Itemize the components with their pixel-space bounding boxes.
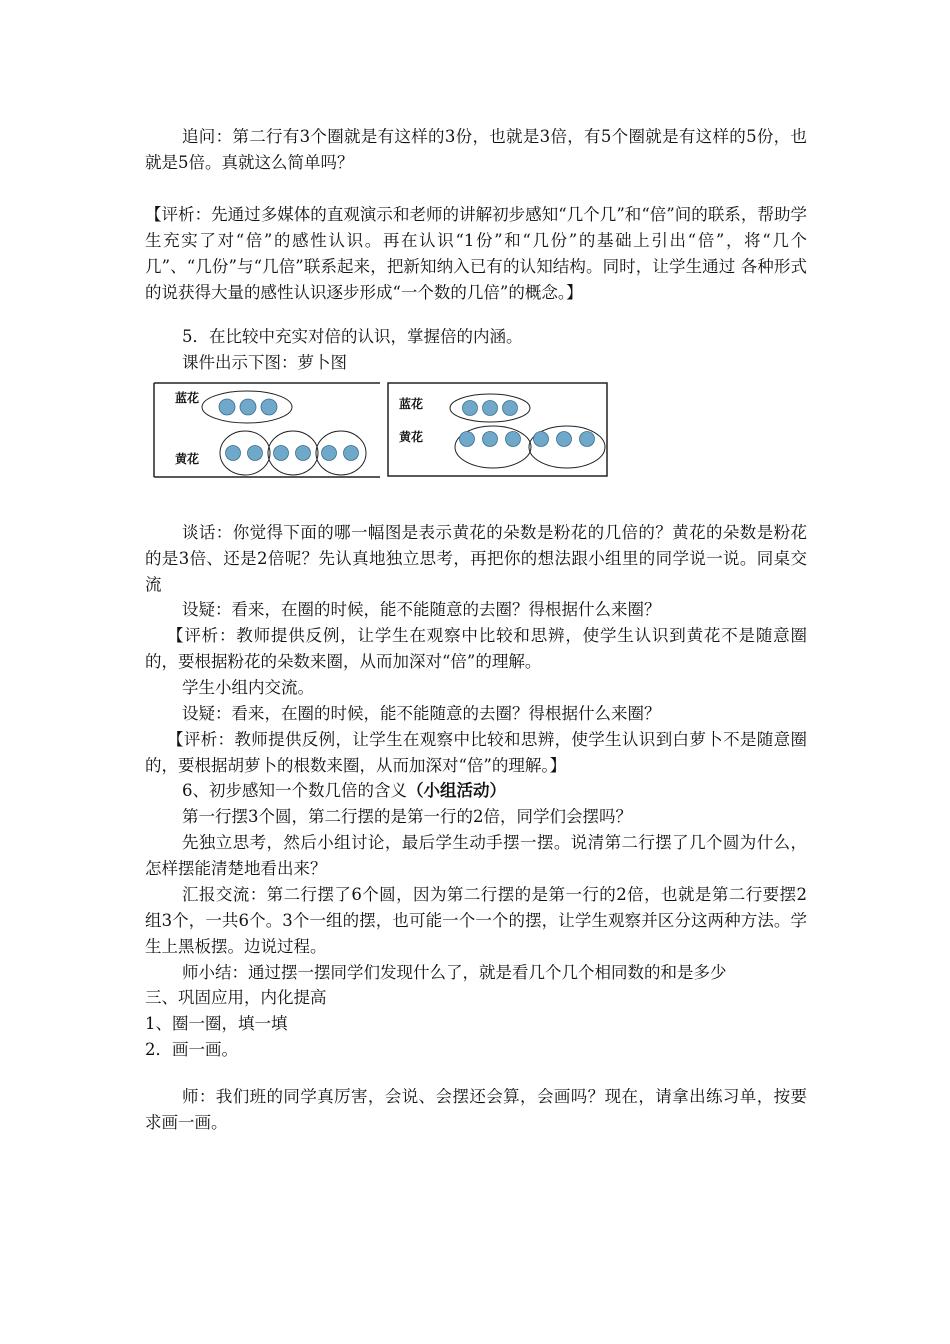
label-yellow-flower: 黄花 [175, 452, 200, 466]
label-blue-flower: 蓝花 [175, 391, 200, 405]
section-6-title: 6、初步感知一个数几倍的含义 [182, 781, 407, 800]
blue-flower-row [463, 401, 518, 416]
paragraph-discussion: 谈话：你觉得下面的哪一幅图是表示黄花的朵数是粉花的几倍的？黄花的朵数是粉花的是3倍、还是2倍呢？先认真地独立思考，再把你的想法跟小组里的同学说一说。同桌交流 [145, 523, 807, 594]
blue-flower-row [219, 399, 277, 415]
paragraph-section-5: 5．在比较中充实对倍的认识，掌握倍的内涵。 [182, 327, 523, 346]
paragraph-question-1: 设疑：看来，在圈的时候，能不能随意的去圈？得根据什么来圈？ [182, 600, 661, 619]
paragraph-task: 第一行摆3个圆，第二行摆的是第一行的2倍，同学们会摆吗？ [182, 807, 632, 826]
heading-section-3: 三、巩固应用，内化提高 [145, 988, 327, 1007]
paragraph-teacher: 师：我们班的同学真厉害，会说、会摆还会算，会画吗？现在，请拿出练习单，按要求画一画。 [145, 1087, 807, 1132]
paragraph-think: 先独立思考，然后小组讨论，最后学生动手摆一摆。说清第二行摆了几个圆为什么，怎样摆能清楚地看出来？ [145, 833, 807, 878]
paragraph-commentary-1: 【评析：先通过多媒体的直观演示和老师的讲解初步感知“几个几”和“倍”间的联系，帮助学生充实了对“倍”的感性认识。再在认识“1份”和“几份”的基础上引出“倍”，将“几个几”、“几份”与“几倍”联系起来，把新知纳入已有的认知结构。同时，让学生通过 各种形式的说获得大量的感性认识逐步形成“一个数的几倍”的概念。】 [145, 205, 807, 302]
flower-figure-left [153, 381, 381, 479]
paragraph-question-2: 设疑：看来，在圈的时候，能不能随意的去圈？得根据什么来圈？ [182, 704, 661, 723]
paragraph-section-6 [145, 778, 807, 804]
paragraph-group-exchange: 学生小组内交流。 [182, 678, 314, 697]
paragraph-commentary-2: 【评析：教师提供反例，让学生在观察中比较和思辨，使学生认识到黄花不是随意圈的，要根据粉花的朵数来圈，从而加深对“倍”的理解。 [145, 626, 807, 671]
paragraph-summary: 师小结：通过摆一摆同学们发现什么了，就是看几个几个相同数的和是多少 [182, 963, 727, 982]
item-2-draw: 2．画一画。 [145, 1040, 238, 1059]
yellow-flower-row [460, 432, 595, 447]
yellow-flower-row [226, 446, 359, 461]
paragraph-report: 汇报交流：第二行摆了6个圆，因为第二行摆的是第一行的2倍，也就是第二行要摆2组3个，一共6个。3个一组的摆，也可能一个一个的摆，让学生观察并区分这两种方法。学生上黑板摆。边说过程。 [145, 885, 807, 956]
paragraph-follow-up-question: 追问：第二行有3个圈就是有这样的3份，也就是3倍，有5个圈就是有这样的5份，也就是5倍。真就这么简单吗？ [145, 127, 807, 172]
paragraph-courseware: 课件出示下图：萝卜图 [182, 353, 347, 372]
flower-figure-right [387, 381, 609, 479]
label-blue-flower: 蓝花 [399, 397, 424, 411]
item-1-circle-fill: 1、圈一圈，填一填 [145, 1014, 288, 1033]
paragraph-commentary-3: 【评析：教师提供反例，让学生在观察中比较和思辨，使学生认识到白萝卜不是随意圈的，要根据胡萝卜的根数来圈，从而加深对“倍”的理解。】 [145, 730, 807, 775]
group-activity-label: （小组活动） [407, 781, 506, 800]
label-yellow-flower: 黄花 [399, 430, 424, 444]
